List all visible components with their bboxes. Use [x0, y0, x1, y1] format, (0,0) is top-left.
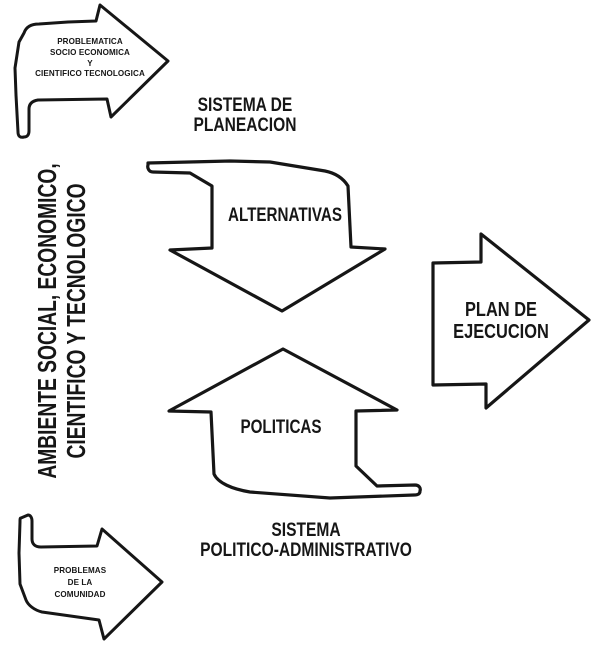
alternatives-down-arrow-icon [148, 161, 385, 311]
socioeconomic-arrow-label-line4: CIENTIFICO TECNOLOGICA [35, 68, 145, 79]
socioeconomic-arrow-label [31, 36, 149, 79]
planning-system-heading-line1: SISTEMA DE [197, 95, 293, 116]
politics-label: POLITICAS [240, 417, 322, 438]
community-problems-arrow-label-line3: COMUNIDAD [54, 589, 106, 599]
execution-plan-label-line1: PLAN DE [464, 299, 537, 321]
socioeconomic-arrow-label-line1: PROBLEMATICA [57, 36, 123, 46]
environment-label-line1: AMBIENTE SOCIAL, ECONOMICO, [32, 163, 62, 479]
planning-system-heading-line2: PLANEACION [193, 114, 297, 136]
environment-vertical-label [33, 129, 95, 514]
execution-plan-label [435, 299, 566, 343]
environment-label-line2: CIENTIFICO Y TECNOLOGICO [61, 183, 91, 459]
socioeconomic-arrow-label-line3: Y [87, 57, 93, 68]
community-problems-arrow-label [33, 564, 128, 600]
political-admin-system-heading-line2: POLITICO-ADMINISTRATIVO [200, 539, 412, 561]
planning-system-heading [175, 96, 314, 135]
community-problems-arrow-label-line2: DE LA [67, 577, 93, 587]
political-admin-system-heading-line1: SISTEMA [271, 520, 341, 541]
execution-plan-label-line2: EJECUCION [453, 321, 549, 343]
alternatives-label: ALTERNATIVAS [228, 205, 342, 226]
socioeconomic-arrow-label-line2: SOCIO ECONOMICA [50, 46, 130, 57]
community-problems-arrow-label-line1: PROBLEMAS [53, 565, 107, 575]
political-admin-system-heading [183, 521, 429, 560]
